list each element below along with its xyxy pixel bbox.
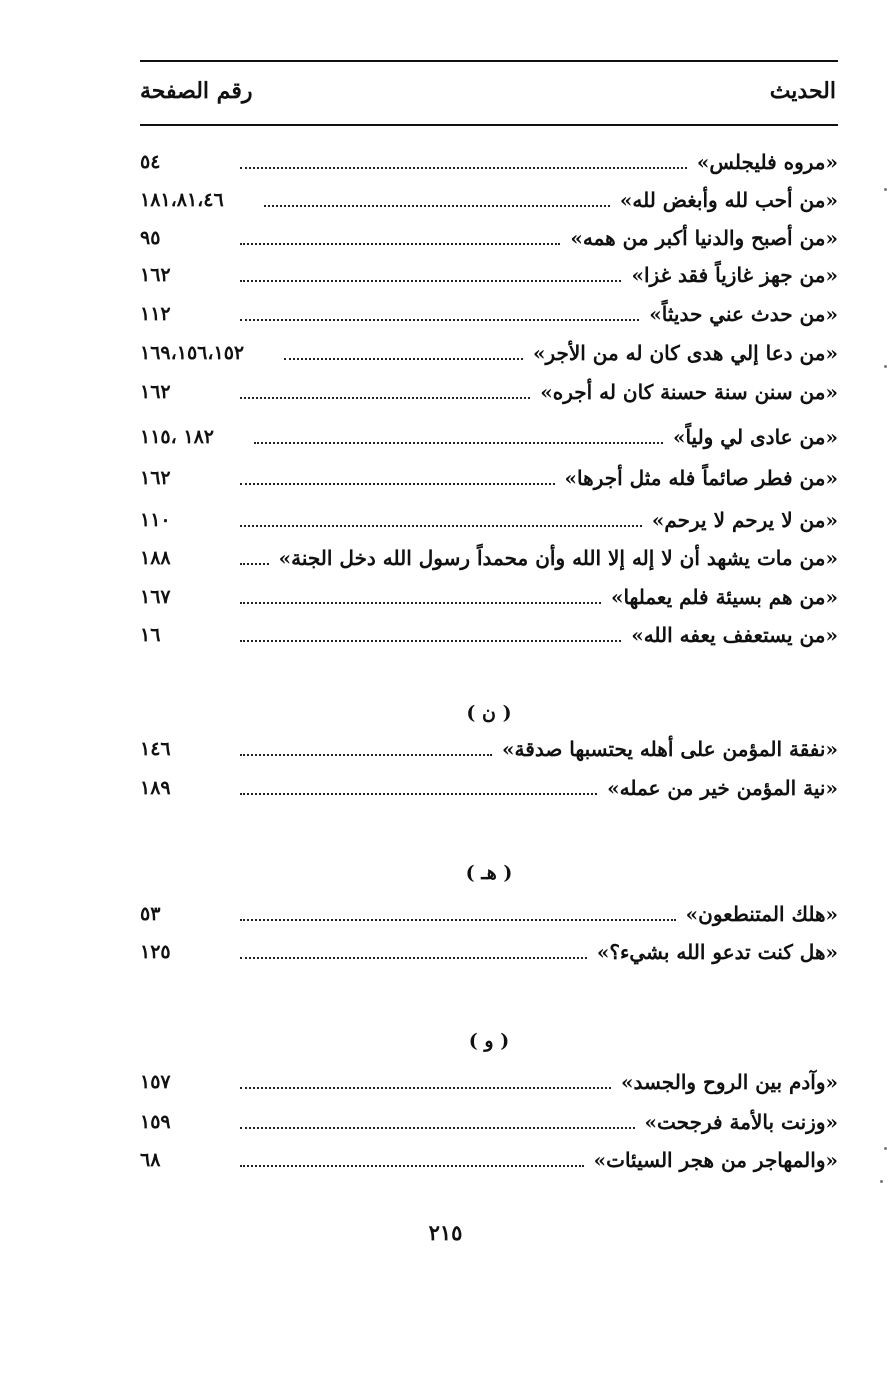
entry-text: «وزنت بالأمة فرجحت» [644,1110,838,1134]
index-entry [140,897,838,931]
leader-dots [240,483,555,485]
entry-pages: ١٨٩ [140,777,171,799]
leader-dots [240,280,621,282]
entry-text: «من لا يرحم لا يرحم» [651,508,838,532]
leader-dots [240,319,639,321]
entry-text: «من حدث عني حديثاً» [649,302,838,326]
index-entry [140,935,838,969]
index-entry [140,1065,838,1099]
section-heading-noon: ( ن ) [466,702,512,724]
index-entry [140,420,838,454]
entry-text: «وآدم بين الروح والجسد» [620,1070,838,1094]
page-number: ٢١٥ [428,1220,463,1245]
entry-pages: ٦٨ [140,1149,161,1171]
entry-text: «من جهز غازياً فقد غزا» [631,263,838,287]
entry-pages: ١٨١،٨١،٤٦ [140,189,224,211]
index-entry [140,771,838,805]
leader-dots [240,1165,584,1167]
index-entry [140,221,838,255]
scan-speck [884,188,887,191]
entry-text: «من دعا إلي هدى كان له من الأجر» [532,341,838,365]
entry-pages: ١١٢ [140,303,171,325]
leader-dots [240,957,587,959]
leader-dots [240,397,530,399]
leader-dots [240,563,269,565]
leader-dots [240,754,492,756]
entry-pages: ٥٤ [140,151,161,173]
entry-pages: ١٢٥ [140,941,171,963]
index-entry [140,580,838,614]
index-entry [140,461,838,495]
top-rule [140,60,838,62]
entry-pages: ١٦٢ [140,467,171,489]
scan-speck [884,1147,887,1150]
entry-pages: ١٦ [140,624,161,646]
leader-dots [240,640,621,642]
entry-text: «من أحب لله وأبغض لله» [619,188,838,212]
leader-dots [240,243,560,245]
entry-text: «من هم بسيئة فلم يعملها» [610,585,838,609]
entry-text: «نية المؤمن خير من عمله» [607,776,838,800]
column-header-hadith: الحديث [769,78,836,104]
leader-dots [240,919,676,921]
leader-dots [240,1127,635,1129]
entry-pages: ١٦٢ [140,264,171,286]
entry-pages: ١٨٢ ،١١٥ [140,426,214,448]
entry-text: «نفقة المؤمن على أهله يحتسبها صدقة» [502,737,838,761]
index-entry [140,375,838,409]
entry-text: «من عادى لي ولياً» [672,425,838,449]
leader-dots [254,442,663,444]
index-entry [140,1105,838,1139]
entry-pages: ٩٥ [140,227,161,249]
entry-text: «والمهاجر من هجر السيئات» [593,1148,838,1172]
entry-pages: ١٦٩،١٥٦،١٥٢ [140,342,245,364]
leader-dots [240,167,687,169]
entry-pages: ١٥٩ [140,1111,171,1133]
index-entry [140,503,838,537]
index-entry [140,732,838,766]
entry-pages: ٥٣ [140,903,161,925]
leader-dots [240,602,601,604]
entry-pages: ١٤٦ [140,738,171,760]
scan-speck [880,1180,883,1183]
leader-dots [240,793,597,795]
index-entry [140,297,838,331]
entry-pages: ١٨٨ [140,547,171,569]
entry-text: «من أصبح والدنيا أكبر من همه» [570,226,838,250]
section-heading-ha: ( هـ ) [465,862,513,884]
index-entry [140,258,838,292]
entry-text: «من سنن سنة حسنة كان له أجره» [540,380,838,404]
entry-pages: ١٦٢ [140,381,171,403]
index-entry [140,541,838,575]
leader-dots [284,358,523,360]
index-entry [140,336,838,370]
entry-text: «هل كنت تدعو الله بشيء؟» [596,940,838,964]
entry-text: «من فطر صائماً فله مثل أجرها» [564,466,838,490]
index-entry [140,145,838,179]
scan-speck [884,365,887,368]
header-rule [140,124,838,126]
index-entry [140,1143,838,1177]
entry-pages: ١٥٧ [140,1071,171,1093]
entry-text: «هلك المتنطعون» [685,902,838,926]
entry-text: «مروه فليجلس» [696,150,838,174]
leader-dots [240,1087,611,1089]
section-heading-waw: ( و ) [468,1030,510,1052]
entry-text: «من يستعفف يعفه الله» [631,623,838,647]
leader-dots [264,205,610,207]
entry-pages: ١٦٧ [140,586,171,608]
entry-pages: ١١٠ [140,509,171,531]
column-header-page-number: رقم الصفحة [140,78,253,104]
index-entry [140,618,838,652]
index-entry [140,183,838,217]
entry-text: «من مات يشهد أن لا إله إلا الله وأن محمداً رسول الله دخل الجنة» [278,546,838,570]
leader-dots [240,525,642,527]
